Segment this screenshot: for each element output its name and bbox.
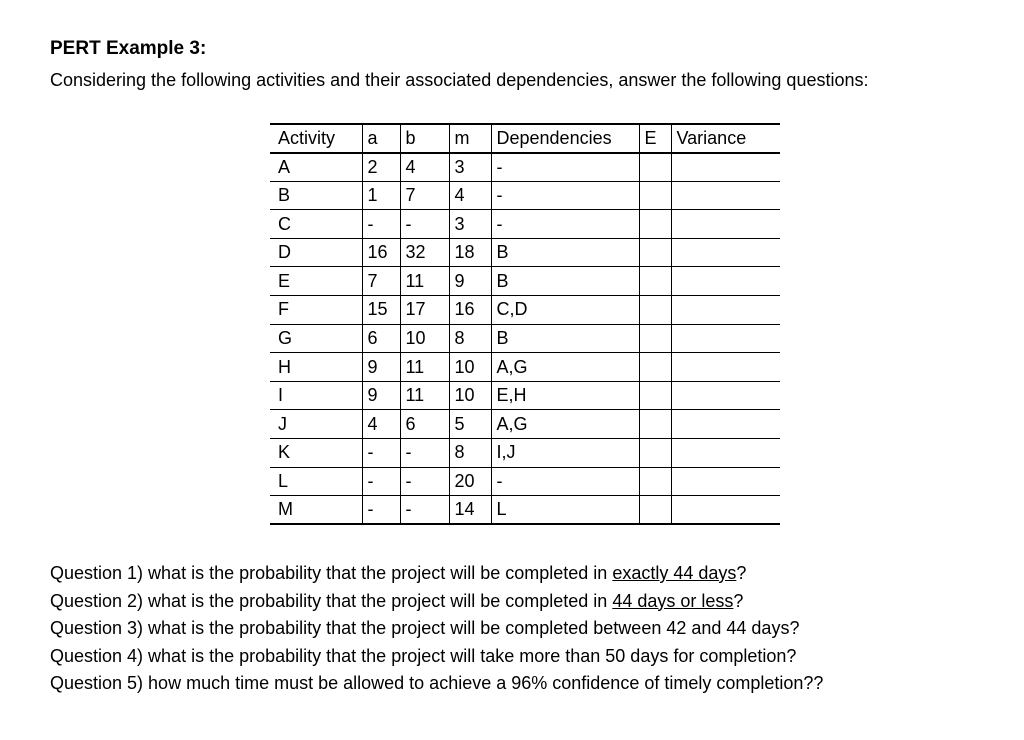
cell-b: 11 — [400, 381, 449, 410]
cell-a: 7 — [362, 267, 400, 296]
table-row — [270, 267, 780, 296]
cell-m: 9 — [449, 267, 491, 296]
cell-e — [639, 353, 671, 382]
cell-a: 9 — [362, 381, 400, 410]
cell-b: 32 — [400, 238, 449, 267]
cell-e — [639, 496, 671, 525]
cell-b: 6 — [400, 410, 449, 439]
cell-m: 3 — [449, 210, 491, 239]
cell-activity: E — [270, 267, 362, 296]
question-text: Question 2) what is the probability that the project will be completed in — [50, 590, 613, 611]
cell-e — [639, 381, 671, 410]
cell-dependencies: - — [491, 153, 639, 182]
cell-a: 1 — [362, 181, 400, 210]
cell-a: 2 — [362, 153, 400, 182]
cell-b: 7 — [400, 181, 449, 210]
cell-variance — [671, 210, 780, 239]
cell-variance — [671, 153, 780, 182]
cell-m: 8 — [449, 324, 491, 353]
cell-activity: G — [270, 324, 362, 353]
cell-activity: B — [270, 181, 362, 210]
table-row — [270, 353, 780, 382]
cell-dependencies: I,J — [491, 439, 639, 468]
cell-activity: J — [270, 410, 362, 439]
cell-m: 5 — [449, 410, 491, 439]
cell-variance — [671, 181, 780, 210]
question-emphasis: exactly 44 days — [612, 563, 737, 583]
question-item — [50, 615, 823, 643]
cell-dependencies: C,D — [491, 296, 639, 325]
cell-a: - — [362, 210, 400, 239]
cell-a: - — [362, 467, 400, 496]
cell-activity: I — [270, 381, 362, 410]
cell-b: 4 — [400, 153, 449, 182]
pert-activity-table — [270, 123, 780, 525]
cell-e — [639, 238, 671, 267]
table-row — [270, 296, 780, 325]
cell-e — [639, 153, 671, 182]
cell-dependencies: - — [491, 467, 639, 496]
table-row — [270, 210, 780, 239]
question-text: Question 1) what is the probability that the project will be completed in — [50, 563, 613, 583]
cell-dependencies: B — [491, 238, 639, 267]
header-dependencies: Dependencies — [491, 124, 639, 153]
cell-activity: A — [270, 153, 362, 182]
question-text: Question 4) what is the probability that the project will take more than 50 days for completion? — [50, 645, 797, 666]
cell-b: 10 — [400, 324, 449, 353]
table-row — [270, 410, 780, 439]
cell-a: - — [362, 439, 400, 468]
header-b: b — [400, 124, 449, 153]
cell-a: - — [362, 496, 400, 525]
cell-variance — [671, 324, 780, 353]
header-activity: Activity — [270, 124, 362, 153]
question-emphasis: 44 days or less — [612, 590, 734, 611]
table-row — [270, 238, 780, 267]
cell-e — [639, 267, 671, 296]
cell-variance — [671, 381, 780, 410]
question-item — [50, 643, 823, 671]
cell-variance — [671, 296, 780, 325]
cell-e — [639, 439, 671, 468]
cell-variance — [671, 238, 780, 267]
cell-activity: K — [270, 439, 362, 468]
cell-variance — [671, 410, 780, 439]
cell-dependencies: - — [491, 181, 639, 210]
table-row — [270, 181, 780, 210]
cell-b: - — [400, 467, 449, 496]
header-variance: Variance — [671, 124, 780, 153]
cell-m: 8 — [449, 439, 491, 468]
question-text: Question 5) how much time must be allowed to achieve a 96% confidence of timely completion?? — [50, 673, 824, 694]
cell-b: - — [400, 210, 449, 239]
table-row — [270, 153, 780, 182]
cell-m: 14 — [449, 496, 491, 525]
cell-e — [639, 324, 671, 353]
cell-a: 16 — [362, 238, 400, 267]
cell-activity: D — [270, 238, 362, 267]
header-e: E — [639, 124, 671, 153]
page-title: PERT Example 3: — [50, 38, 207, 59]
table-row — [270, 467, 780, 496]
table-header-row — [270, 124, 780, 153]
cell-dependencies: B — [491, 324, 639, 353]
cell-e — [639, 210, 671, 239]
cell-variance — [671, 353, 780, 382]
cell-a: 6 — [362, 324, 400, 353]
cell-b: 11 — [400, 267, 449, 296]
cell-variance — [671, 467, 780, 496]
question-end: ? — [736, 563, 747, 583]
cell-e — [639, 467, 671, 496]
header-m: m — [449, 124, 491, 153]
cell-a: 4 — [362, 410, 400, 439]
cell-dependencies: A,G — [491, 410, 639, 439]
cell-b: - — [400, 496, 449, 525]
cell-e — [639, 181, 671, 210]
cell-dependencies: - — [491, 210, 639, 239]
cell-dependencies: B — [491, 267, 639, 296]
cell-b: 17 — [400, 296, 449, 325]
question-list — [50, 560, 823, 698]
cell-b: 11 — [400, 353, 449, 382]
cell-dependencies: E,H — [491, 381, 639, 410]
cell-activity: M — [270, 496, 362, 525]
cell-m: 4 — [449, 181, 491, 210]
cell-activity: F — [270, 296, 362, 325]
cell-m: 10 — [449, 353, 491, 382]
table-row — [270, 324, 780, 353]
cell-m: 3 — [449, 153, 491, 182]
header-a: a — [362, 124, 400, 153]
cell-variance — [671, 439, 780, 468]
question-text: Question 3) what is the probability that the project will be completed between 42 and 44 days? — [50, 618, 800, 639]
cell-dependencies: A,G — [491, 353, 639, 382]
cell-e — [639, 296, 671, 325]
cell-b: - — [400, 439, 449, 468]
question-item — [50, 560, 823, 588]
cell-dependencies: L — [491, 496, 639, 525]
cell-activity: L — [270, 467, 362, 496]
cell-m: 20 — [449, 467, 491, 496]
table-body — [270, 153, 780, 525]
table-row — [270, 381, 780, 410]
cell-variance — [671, 267, 780, 296]
cell-activity: C — [270, 210, 362, 239]
question-item — [50, 670, 823, 698]
cell-m: 10 — [449, 381, 491, 410]
table-row — [270, 439, 780, 468]
cell-variance — [671, 496, 780, 525]
cell-activity: H — [270, 353, 362, 382]
cell-m: 18 — [449, 238, 491, 267]
intro-text: Considering the following activities and their associated dependencies, answer the following questions: — [50, 70, 869, 90]
cell-a: 15 — [362, 296, 400, 325]
question-item — [50, 588, 823, 616]
question-end: ? — [733, 590, 744, 611]
cell-a: 9 — [362, 353, 400, 382]
table-row — [270, 496, 780, 525]
cell-m: 16 — [449, 296, 491, 325]
cell-e — [639, 410, 671, 439]
